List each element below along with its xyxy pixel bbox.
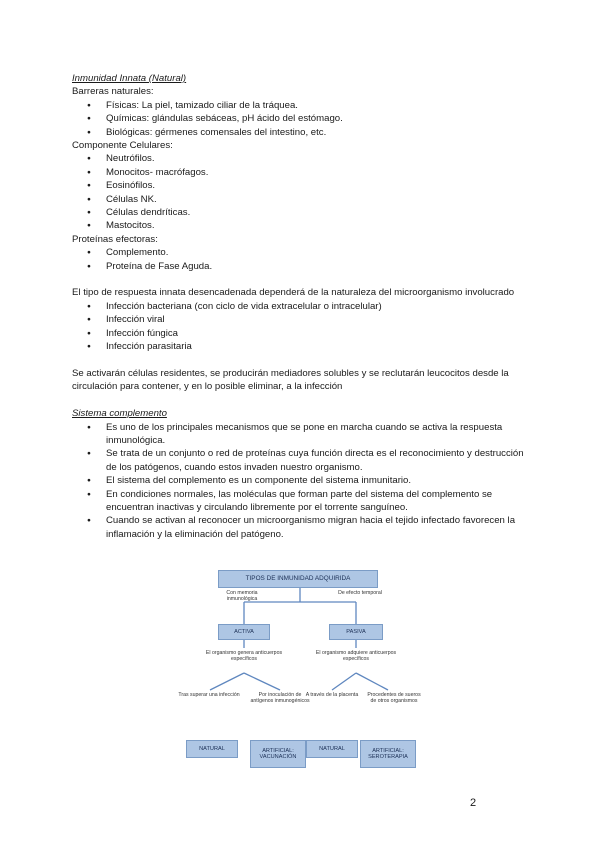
barreras-label: Barreras naturales: [72,86,154,98]
activa-box: ACTIVA [218,624,270,640]
proteinas-list [72,246,532,273]
pasiva-box: PASIVA [329,624,383,640]
list-item: ● El sistema del complemento es un componente del sistema inmunitario. [106,474,532,487]
inmunidad-adquirida-diagram [172,566,432,776]
list-item: ● Biológicas: gérmenes comensales del intestino, etc. [106,126,532,139]
pasiva-description: El organismo adquiere anticuerpos específicos [315,650,397,663]
activaran-paragraph: Se activarán células residentes, se producirán mediadores solubles y se reclutarán leucocitos desde la circulación para contener, y en lo posible eliminar, a la infección [72,367,509,393]
infecciones-list [72,300,532,354]
innata-heading: Inmunidad Innata (Natural) [72,73,187,84]
list-item: ● Complemento. [106,246,532,259]
leaf1-box: NATURAL [186,740,238,758]
list-item: ● Infección parasitaria [106,340,532,353]
list-item: ● Químicas: glándulas sebáceas, pH ácido del estómago. [106,112,532,125]
page-number: 2 [470,797,477,809]
right-note: De efecto temporal [338,590,382,596]
respuesta-paragraph: El tipo de respuesta innata desencadenada dependerá de la naturaleza del microorganismo involucrado [72,287,515,299]
leaf3-description: A través de la placenta [305,692,359,698]
complemento-list [72,421,532,542]
document-body [72,72,532,541]
list-item: ● Se trata de un conjunto o red de proteínas cuya función directa es el reconocimiento y destrucción de los patógenos, cuando estos invaden nuestro organismo. [106,447,532,474]
list-item: ● Células NK. [106,193,532,206]
activa-description: El organismo genera anticuerpos específicos [205,650,283,663]
list-item: ● Cuando se activan al reconocer un microorganismo migran hacia el tejido infectado favorecen la inflamación y la eliminación del patógeno. [106,514,532,541]
leaf3-box: NATURAL [306,740,358,758]
list-item: ● Mastocitos. [106,219,532,232]
list-item: ● Proteína de Fase Aguda. [106,260,532,273]
list-item: ● Eosinófilos. [106,179,532,192]
proteinas-label: Proteínas efectoras: [72,233,158,245]
list-item: ● Células dendríticas. [106,206,532,219]
leaf2-description: Por inoculación de antígenos inmunogénicos [250,692,310,705]
list-item: ● Neutrófilos. [106,152,532,165]
left-note: Con memoria inmunológica [226,590,258,603]
list-item: ● Infección viral [106,313,532,326]
diagram-title-box: TIPOS DE INMUNIDAD ADQUIRIDA [218,570,378,588]
list-item: ● Infección bacteriana (con ciclo de vida extracelular o intracelular) [106,300,532,313]
leaf4-description: Procedentes de sueros de otros organismos [367,692,421,705]
list-item: ● En condiciones normales, las moléculas que forman parte del sistema del complemento se encuentran inactivas y circulando libremente por el torrente sanguíneo. [106,488,532,515]
celulares-label: Componente Celulares: [72,140,173,152]
barreras-list [72,99,532,139]
list-item: ● Es uno de los principales mecanismos que se pone en marcha cuando se activa la respuesta inmunológica. [106,421,532,448]
complemento-heading: Sistema complemento [72,408,167,420]
list-item: ● Infección fúngica [106,327,532,340]
celulares-list [72,152,532,232]
list-item: ● Monocitos- macrófagos. [106,166,532,179]
leaf1-description: Tras superar una infección [178,692,240,698]
leaf4-box: ARTIFICIAL: SEROTERAPIA [360,740,416,768]
list-item: ● Físicas: La piel, tamizado ciliar de la tráquea. [106,99,532,112]
leaf2-box: ARTIFICIAL: VACUNACIÓN [250,740,306,768]
